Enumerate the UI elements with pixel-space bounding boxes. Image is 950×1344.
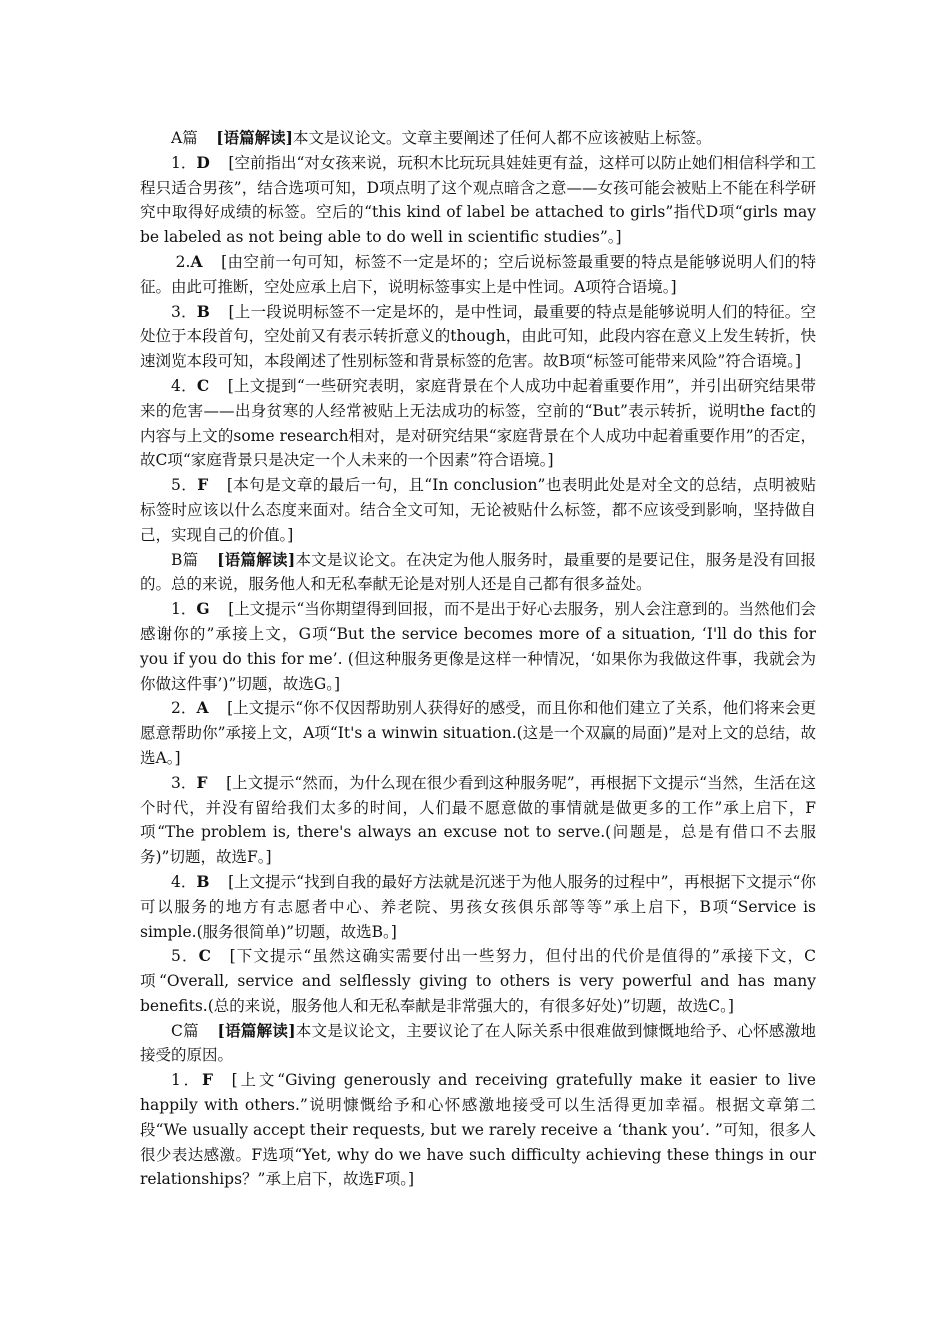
item-number: 3． [171,773,197,792]
item-explanation: [上文提示“你不仅因帮助别人获得好的感受，而且你和他们建立了关系，他们将来会更愿意帮助你”承接上文，A项“It's a winwin situation.(这是一个双赢的局面)”是对上文的总结，故选A。] [140,699,816,767]
item-answer: F [196,772,208,792]
item-answer: A [196,698,209,718]
passage-a-intro [140,126,816,151]
passage-tag: [语篇解读] [216,128,293,147]
item-explanation: [空前指出“对女孩来说，玩积木比玩玩具娃娃更有益，这样可以防止她们相信科学和工程只适合男孩”，结合选项可知，D项点明了这个观点暗含之意——女孩可能会被贴上不能在科学研究中取得好成绩的标签。空后的“this kind of label be attached to girls”指代D项“girls may be labeled as not being able to do well in scientific studies”。] [140,153,816,247]
item-explanation: [本句是文章的最后一句，且“In conclusion”也表明此处是对全文的总结，点明被贴标签时应该以什么态度来面对。结合全文可知，无论被贴什么标签，都不应该受到影响，坚持做自己，实现自己的价值。] [140,476,816,544]
passage-summary: 本文是议论文，主要议论了在人际关系中很难做到慷慨地给予、心怀感激地接受的原因。 [140,1021,816,1065]
item-answer: F [202,1070,214,1090]
answer-item [140,473,816,547]
item-explanation: [上文提示“当你期望得到回报，而不是出于好心去服务，别人会注意到的。当然他们会感谢你的”承接上文，G项“But the service becomes more of a situation, ‘I'll do this for you if you do this for me’. (但这种服务更像是这样一种情况，‘如果你为我做这件事，我就会为你做这件事’)”切题，故选G。] [140,600,816,693]
item-number: 1． [171,1071,203,1090]
answer-item [140,250,816,300]
item-number: 1． [171,153,197,172]
item-answer: C [196,375,210,395]
answer-item [140,300,816,374]
item-number: 3． [171,302,197,321]
item-answer: B [196,301,210,321]
item-answer: B [196,871,210,891]
answer-item [140,870,816,944]
answer-item [140,151,816,250]
passage-tag: [语篇解读] [217,549,296,569]
item-number: 5． [171,476,198,495]
answer-document [140,126,816,1192]
item-explanation: [由空前一句可知，标签不一定是坏的；空后说标签最重要的特点是能够说明人们的特征。由此可推断，空处应承上启下，说明标签事实上是中性词。A项符合语境。] [140,252,816,296]
passage-tag: [语篇解读] [217,1020,296,1040]
answer-item [140,944,816,1018]
item-answer: C [198,946,211,966]
answer-item [140,374,816,473]
passage-summary: 本文是议论文。文章主要阐述了任何人都不应该被贴上标签。 [292,129,712,147]
item-answer: G [196,599,210,619]
item-answer: F [197,475,209,495]
item-explanation: [上文提示“然而，为什么现在很少看到这种服务呢”，再根据下文提示“当然，生活在这个时代，并没有留给我们太多的时间，人们最不愿意做的事情就是做更多的工作”承上启下，F项“The problem is, there's always an excuse not to serve.(问题是，总是有借口不去服务)”切题，故选F。] [140,773,816,867]
item-number: 5． [171,947,199,966]
passage-head: C篇 [171,1021,199,1040]
answer-item [140,597,816,696]
answer-item [140,1068,816,1192]
passage-b-intro [140,548,816,598]
item-number: 2． [171,699,197,718]
passage-summary: 本文是议论文。在决定为他人服务时，最重要的是要记住，服务是没有回报的。总的来说，服务他人和无私奉献无论是对别人还是自己都有很多益处。 [140,550,817,594]
passage-head: A篇 [171,129,198,147]
item-answer: D [196,152,210,172]
item-number: 4． [171,872,197,891]
item-explanation: [上一段说明标签不一定是坏的，是中性词，最重要的特点是能够说明人们的特征。空处位于本段首句，空处前又有表示转折意义的though，由此可知，此段内容在意义上发生转折，快速浏览本段可知，本段阐述了性别标签和背景标签的危害。故B项“标签可能带来风险”符合语境。] [140,302,816,371]
item-number: 2. [175,252,191,271]
passage-head: B篇 [171,550,199,569]
passage-c-intro [140,1019,816,1069]
answer-item [140,771,816,870]
item-explanation: [上文提到“一些研究表明，家庭背景在个人成功中起着重要作用”，并引出研究结果带来的危害——出身贫寒的人经常被贴上无法成功的标签，空前的“But”表示转折，说明the fact的内容与上文的some research相对，是对研究结果“家庭背景在个人成功中起着重要作用”的否定，故C项“家庭背景只是决定一个人未来的一个因素”符合语境。] [140,376,816,470]
item-explanation: [上文“Giving generously and receiving gratefully make it easier to live happily with others.”说明慷慨给予和心怀感激地接受可以生活得更加幸福。根据文章第二段“We usually accept their requests, but we rarely receive a ‘thank you’. ”可知，很多人很少表达感激。F选项“Yet, why do we have such difficulty achieving these things in our relationships？”承上启下，故选F项。] [140,1071,816,1189]
item-explanation: [上文提示“找到自我的最好方法就是沉迷于为他人服务的过程中”，再根据下文提示“你可以服务的地方有志愿者中心、养老院、男孩女孩俱乐部等等”承上启下，B项“Service is simple.(服务很简单)”切题，故选B。] [140,872,816,941]
answer-item [140,696,816,770]
item-number: 4． [171,376,197,395]
item-number: 1． [171,600,197,619]
item-explanation: [下文提示“虽然这确实需要付出一些努力，但付出的代价是值得的”承接下文，C项“Overall, service and selflessly giving to others is very powerful and has many benefits.(总的来说，服务他人和无私奉献是非常强大的，有很多好处)”切题，故选C。] [140,947,816,1015]
item-answer: A [190,251,203,271]
